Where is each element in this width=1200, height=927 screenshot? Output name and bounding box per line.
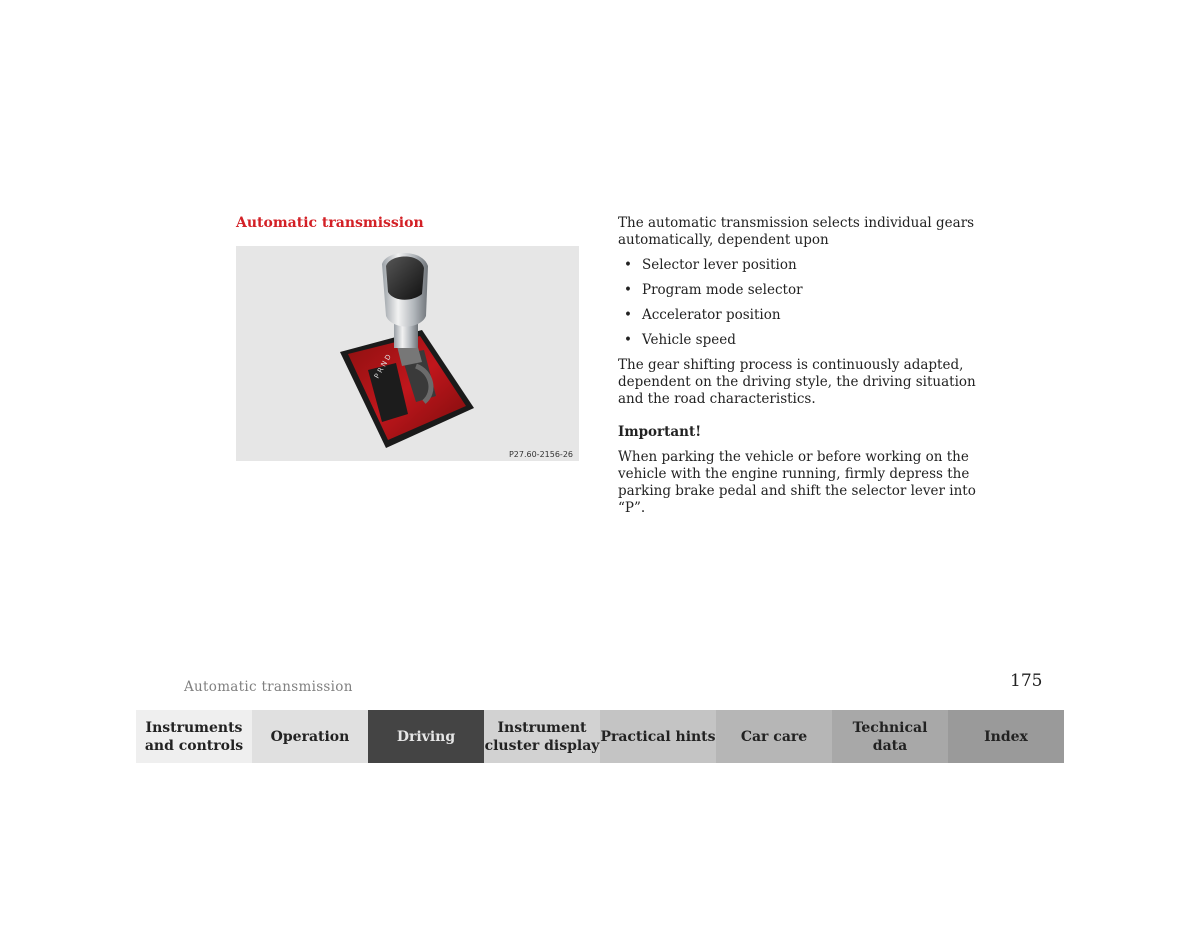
bullet-list [618, 257, 978, 349]
body-text [618, 215, 978, 517]
gear-lever-image [236, 246, 579, 461]
tab-practical-hints[interactable]: Practical hints [600, 710, 716, 763]
tab-instruments-and-controls[interactable]: Instruments and controls [136, 710, 252, 763]
gear-selector-illustration [236, 246, 579, 461]
section-heading: Automatic transmission [236, 215, 424, 231]
parking-paragraph: When parking the vehicle or before working on the vehicle with the engine running, firmly depress the parking brake pedal and shift the selector lever into “P”. [618, 449, 976, 516]
figure-code: P27.60-2156-26 [508, 450, 573, 459]
tab-technical-data[interactable]: Technical data [832, 710, 948, 763]
list-item: • Vehicle speed [618, 332, 978, 349]
tab-operation[interactable]: Operation [252, 710, 368, 763]
svg-text:P R N D: P R N D [372, 353, 393, 380]
tab-index[interactable]: Index [948, 710, 1064, 763]
important-label: Important! [618, 424, 702, 440]
tab-driving[interactable]: Driving [368, 710, 484, 763]
running-title: Automatic transmission [184, 679, 353, 695]
tab-car-care[interactable]: Car care [716, 710, 832, 763]
adaptation-paragraph: The gear shifting process is continuously adapted, dependent on the driving style, the driving situation and the road characteristics. [618, 357, 976, 407]
tab-instrument-cluster-display[interactable]: Instrument cluster display [484, 710, 600, 763]
page-number: 175 [1010, 671, 1043, 691]
intro-paragraph: The automatic transmission selects individual gears automatically, dependent upon [618, 215, 975, 248]
list-item: • Accelerator position [618, 307, 978, 324]
chapter-tabs [136, 710, 1064, 763]
list-item: • Selector lever position [618, 257, 978, 274]
list-item: • Program mode selector [618, 282, 978, 299]
